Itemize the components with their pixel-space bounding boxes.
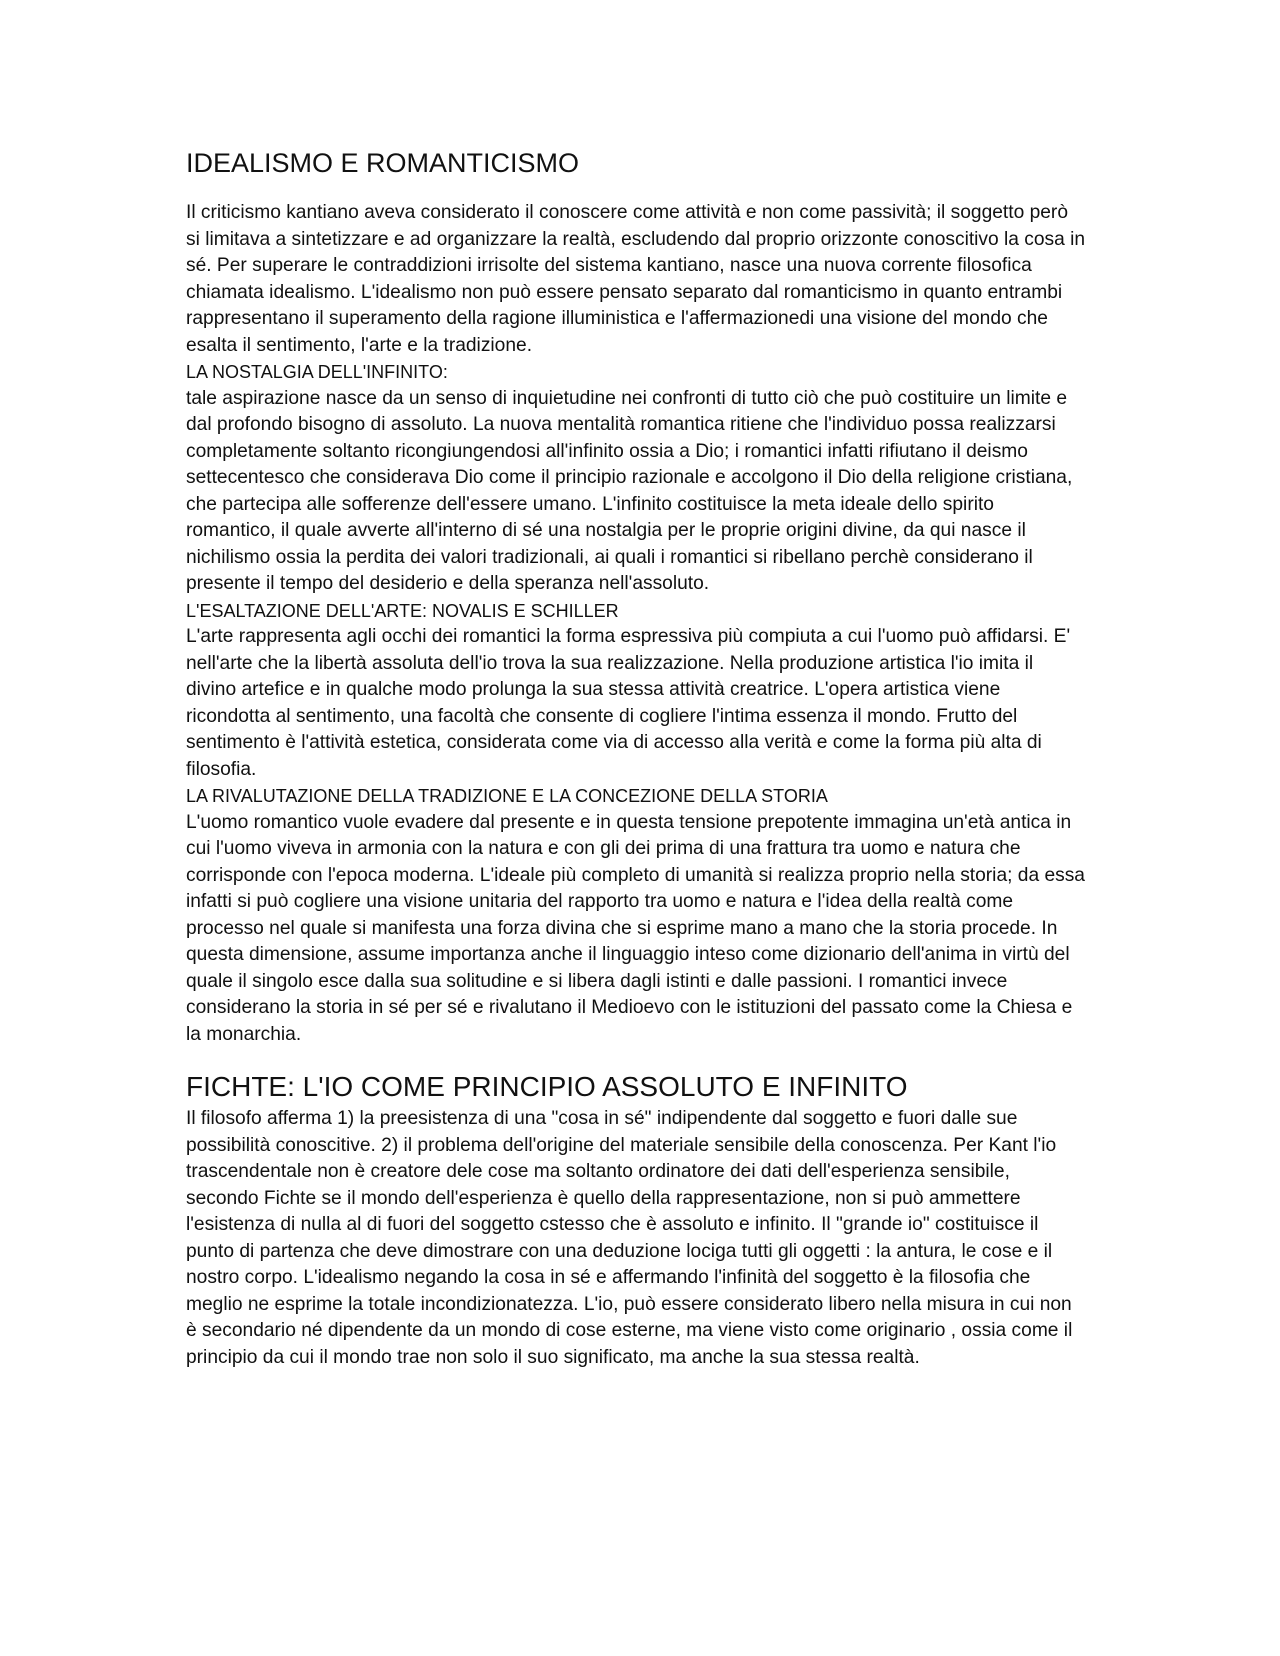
paragraph-nostalgia: tale aspirazione nasce da un senso di inquietudine nei confronti di tutto ciò che può costituire un limite e dal profondo bisogno di assoluto. La nuova mentalità romantica ritiene che l'individuo possa realizzarsi completamente soltanto ricongiungendosi all'infinito ossia a Dio; i romantici infatti rifiutano il deismo settecentesco che considerava Dio come il principio razionale e accolgono il Dio della religione cristiana, che partecipa alle sofferenze dell'essere umano. L'infinito costituisce la meta ideale dello spirito romantico, il quale avverte all'interno di sé una nostalgia per le proprie origini divine, da qui nasce il nichilismo ossia la perdita dei valori tradizionali, ai quali i romantici si ribellano perchè considerano il presente il tempo del desiderio e della speranza nell'assoluto.	[186, 387, 1073, 594]
subheading-storia: LA RIVALUTAZIONE DELLA TRADIZIONE E LA CONCEZIONE DELLA STORIA	[186, 786, 828, 806]
intro-paragraph: Il criticismo kantiano aveva considerato il conoscere come attività e non come passività; il soggetto però si limitava a sintetizzare e ad organizzare la realtà, escludendo dal proprio orizzonte conoscitivo la cosa in sé. Per superare le contraddizioni irrisolte del sistema kantiano, nasce una nuova corrente filosofica chiamata idealismo. L'idealismo non può essere pensato separato dal romanticismo in quanto entrambi rappresentano il superamento della ragione illuministica e l'affermazionedi una visione del mondo che esalta il sentimento, l'arte e la tradizione.	[186, 202, 1086, 356]
paragraph-fichte: Il filosofo afferma 1) la preesistenza di una "cosa in sé" indipendente dal soggetto e fuori dalle sue possibilità conoscitive. 2) il problema dell'origine del materiale sensibile della conoscenza. Per Kant l'io trascendentale non è creatore dele cose ma soltanto ordinatore dei dati dell'esperienza sensibile, secondo Fichte se il mondo dell'esperienza è quello della rappresentazione, non si può ammettere l'esistenza di nulla al di fuori del soggetto cstesso che è assoluto e infinito. Il "grande io" costituisce il punto di partenza che deve dimostrare con una deduzione lociga tutti gli oggetti : la antura, le cose e il nostro corpo. L'idealismo negando la cosa in sé e affermando l'infinità del soggetto è la filosofia che meglio ne esprime la totale incondizionatezza. L'io, può essere considerato libero nella misura in cui non è secondario né dipendente da un mondo di cose esterne, ma viene visto come originario , ossia come il principio da cui il mondo trae non solo il suo significato, ma anche la sua stessa realtà.	[186, 1108, 1073, 1368]
paragraph-arte: L'arte rappresenta agli occhi dei romantici la forma espressiva più compiuta a cui l'uomo può affidarsi. E' nell'arte che la libertà assoluta dell'io trova la sua realizzazione. Nella produzione artistica l'io imita il divino artefice e in qualche modo prolunga la sua stessa attività creatrice. L'opera artistica viene ricondotta al sentimento, una facoltà che consente di cogliere l'intima essenza il mondo. Frutto del sentimento è l'attività estetica, considerata come via di accesso alla verità e come la forma più alta di filosofia.	[186, 626, 1071, 780]
paragraph-storia: L'uomo romantico vuole evadere dal presente e in questa tensione prepotente immagina un'età antica in cui l'uomo viveva in armonia con la natura e con gli dei prima di una frattura tra uomo e natura che corrisponde con l'epoca moderna. L'ideale più completo di umanità si realizza proprio nella storia; da essa infatti si può cogliere una visione unitaria del rapporto tra uomo e natura e l'idea della realtà come processo nel quale si manifesta una forza divina che si esprime mano a mano che la storia procede. In questa dimensione, assume importanza anche il linguaggio inteso come dizionario dell'anima in virtù del quale il singolo esce dalla sua solitudine e si libera dagli istinti e dalle passioni. I romantici invece considerano la storia in sé per sé e rivalutano il Medioevo con le istituzioni del passato come la Chiesa e la monarchia.	[186, 811, 1085, 1045]
section-title-idealismo: IDEALISMO E ROMANTICISMO	[186, 148, 580, 178]
subheading-arte: L'ESALTAZIONE DELL'ARTE: NOVALIS E SCHILLER	[186, 600, 619, 621]
document-page	[186, 146, 1086, 1371]
section-title-fichte: FICHTE: L'IO COME PRINCIPIO ASSOLUTO E INFINITO	[186, 1071, 908, 1102]
subheading-nostalgia: LA NOSTALGIA DELL'INFINITO:	[186, 362, 448, 382]
